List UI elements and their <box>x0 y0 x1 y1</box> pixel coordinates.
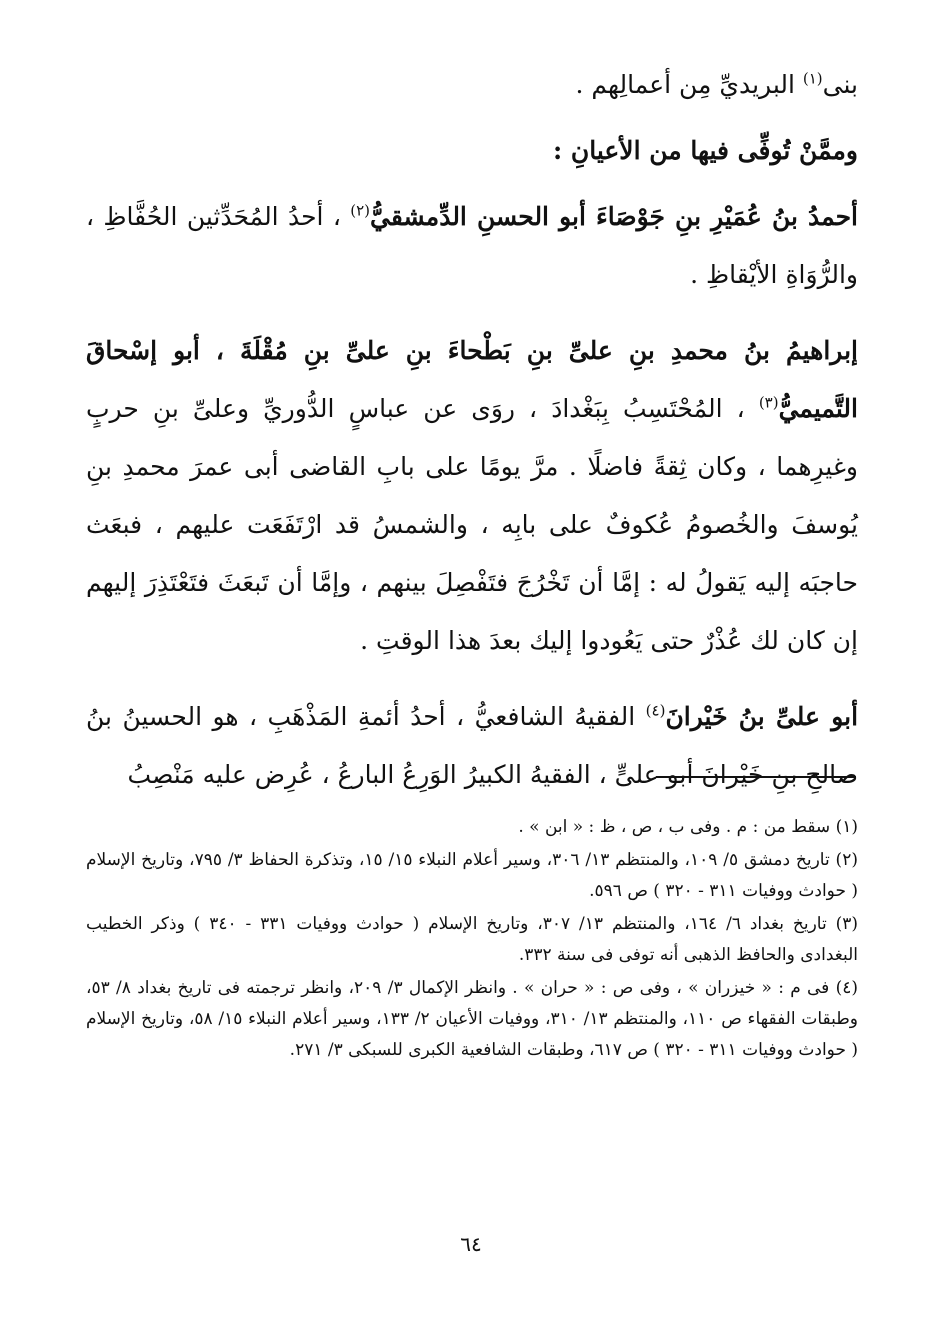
footnote-ref-1: (١) <box>802 69 823 88</box>
entry-abu-ali-ibn-khayran <box>86 688 858 804</box>
entry-text: الفقيهُ الشافعيُّ ، أحدُ أئمةِ المَذْهَبِ ، هو الحسينُ بنُ صالحِ بنِ خَيْرانَ أبو علىٍّ ، الفقيهُ الكبيرُ الوَرِعُ البارعُ ، عُرِض عليه مَنْصِبُ <box>86 702 858 789</box>
entry-text: ، أحدُ المُحَدِّثين الحُفَّاظِ ، والرُّوَاةِ الأيْقاظِ . <box>86 202 858 289</box>
footnote-3: (٣) تاريخ بغداد ٦/ ١٦٤، والمنتظم ١٣/ ٣٠٧، وتاريخ الإسلام ( حوادث ووفيات ٣٣١ - ٣٤٠ ) وذكر الخطيب البغدادى والحافظ الذهبى أنه توفى فى سنة ٣٣٢. <box>86 914 858 965</box>
entry-name: أبو علىِّ بنُ خَيْرانَ <box>665 702 859 731</box>
paragraph-continuation <box>86 56 858 114</box>
entry-ahmad-ibn-umayr <box>86 188 858 304</box>
section-heading: وممَّنْ تُوفِّى فيها من الأعيانِ : <box>552 136 858 165</box>
entry-ibrahim-ibn-muhammad <box>86 322 858 670</box>
text-segment: بنى <box>822 70 858 99</box>
footnotes <box>86 812 858 1068</box>
footnote-ref-2: (٢) <box>350 201 371 220</box>
footnote-1: (١) سقط من : م . وفى ب ، ص ، ظ : « ابن » . <box>518 817 858 837</box>
entry-name: أحمدُ بنُ عُمَيْرِ بنِ جَوْصَاءَ أبو الحسنِ الدِّمشقيُّ <box>370 202 858 231</box>
footnote-2: (٢) تاريخ دمشق ٥/ ١٠٩، والمنتظم ١٣/ ٣٠٦، وسير أعلام النبلاء ١٥/ ١٥، وتذكرة الحفاظ ٣/ ٧٩٥، وتاريخ الإسلام ( حوادث ووفيات ٣١١ - ٣٢٠ ) ص ٥٩٦. <box>86 850 858 901</box>
footnote-ref-4: (٤) <box>645 701 666 720</box>
footnote-ref-3: (٣) <box>758 393 779 412</box>
main-text <box>86 56 858 804</box>
text-segment: البريديِّ مِن أعمالِهم . <box>575 70 803 99</box>
page-number: ٦٤ <box>460 1232 482 1256</box>
footnote-separator <box>656 776 856 778</box>
footnote-4: (٤) فى م : « خيزران » ، وفى ص : « حران » . وانظر الإكمال ٣/ ٢٠٩، وانظر ترجمته فى تاريخ بغداد ٨/ ٥٣، وطبقات الفقهاء ص ١١٠، والمنتظم ١٣/ ٣١٠، ووفيات الأعيان ٢/ ١٣٣، وسير أعلام النبلاء ١٥/ ٥٨، وتاريخ الإسلام ( حوادث ووفيات ٣١١ - ٣٢٠ ) ص ٦١٧، وطبقات الشافعية الكبرى للسبكى ٣/ ٢٧١. <box>86 978 858 1060</box>
entry-name: إبراهيمُ بنُ محمدِ بنِ علىِّ بنِ بَطْحاءَ بنِ علىِّ بنِ مُقْلَةَ ، أبو إسْحاقَ التَّميميُّ <box>86 336 858 423</box>
entry-text: ، المُحْتَسِبُ بِبَغْدادَ ، روَى عن عباسٍ الدُّوريِّ وعلىِّ بنِ حربٍ وغيرِهما ، وكان ثِقةً فاضلًا . مرَّ يومًا على بابِ القاضى أبى عمرَ محمدِ بنِ يُوسفَ والخُصومُ عُكوفٌ على بابِه ، والشمسُ قد ارْتَفَعَت عليهم ، فبعَث حاجبَه إليه يَقولُ له : إمَّا أن تَخْرُجَ فتَفْصِلَ بينهم ، وإمَّا أن تَبعَثَ فتَعْتَذِرَ إليهم إن كان لك عُذْرٌ حتى يَعُودوا إليك بعدَ هذا الوقتِ . <box>86 394 858 655</box>
